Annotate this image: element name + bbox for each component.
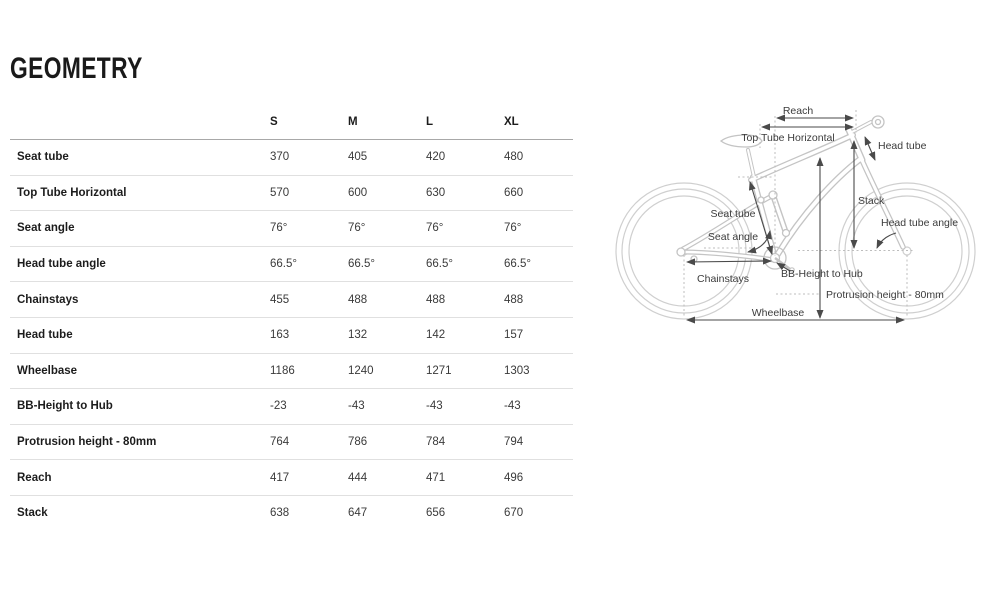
table-row xyxy=(10,246,573,282)
cell-value: 163 xyxy=(270,329,290,342)
cell-value: 630 xyxy=(426,186,446,199)
diagram-label-head-tube: Head tube xyxy=(878,140,927,152)
cell-value: 66.5° xyxy=(426,258,453,271)
cell-value: 660 xyxy=(504,186,524,199)
row-label: Reach xyxy=(17,471,52,484)
head-tube-arrow xyxy=(865,137,875,160)
cell-value: 76° xyxy=(504,222,522,235)
header-row xyxy=(10,104,573,140)
row-label: Head tube xyxy=(17,329,73,342)
cell-value: 647 xyxy=(348,507,368,520)
header-spacer xyxy=(10,104,262,140)
diagram-label-top-tube-horizontal: Top Tube Horizontal xyxy=(741,132,835,144)
cell-value: 488 xyxy=(348,293,368,306)
cell-value: 455 xyxy=(270,293,290,306)
diagram-label-head-tube-angle: Head tube angle xyxy=(881,217,959,229)
cell-value: 1303 xyxy=(504,364,530,377)
diagram-label-chainstays: Chainstays xyxy=(697,273,749,285)
table-row xyxy=(10,424,573,460)
row-label: BB-Height to Hub xyxy=(17,400,113,413)
row-label: Seat angle xyxy=(17,222,75,235)
cell-value: 600 xyxy=(348,186,368,199)
cell-value: 488 xyxy=(504,293,524,306)
table-row xyxy=(10,317,573,353)
cell-value: 66.5° xyxy=(348,258,375,271)
cell-value: 76° xyxy=(426,222,444,235)
column-header-s: S xyxy=(270,115,278,128)
cell-value: 157 xyxy=(504,329,524,342)
row-label: Seat tube xyxy=(17,151,69,164)
bike-geometry-diagram xyxy=(600,92,995,337)
table-row xyxy=(10,211,573,247)
table-row xyxy=(10,140,573,176)
cell-value: 405 xyxy=(348,151,368,164)
cell-value: 471 xyxy=(426,471,446,484)
diagram-label-seat-tube: Seat tube xyxy=(710,208,756,220)
cell-value: 656 xyxy=(426,507,446,520)
cell-value: 794 xyxy=(504,436,524,449)
row-label: Wheelbase xyxy=(17,364,78,377)
cell-value: -23 xyxy=(270,400,287,413)
bike-diagram-svg xyxy=(600,92,995,337)
row-label: Chainstays xyxy=(17,293,79,306)
table-row xyxy=(10,175,573,211)
handlebar-grip-icon xyxy=(872,116,884,128)
page-title: GEOMETRY xyxy=(10,52,143,85)
cell-value: 1271 xyxy=(426,364,452,377)
geometry-table-header xyxy=(10,104,573,140)
table-row xyxy=(10,282,573,318)
table-row xyxy=(10,389,573,425)
diagram-label-stack: Stack xyxy=(858,195,885,207)
table-row xyxy=(10,460,573,496)
geometry-table xyxy=(10,104,573,531)
diagram-label-seat-angle: Seat angle xyxy=(707,231,759,243)
column-header-xl: XL xyxy=(504,115,519,128)
row-label: Head tube angle xyxy=(17,258,106,271)
cell-value: 142 xyxy=(426,329,446,342)
cell-value: 786 xyxy=(348,436,368,449)
cell-value: 66.5° xyxy=(270,258,297,271)
cell-value: -43 xyxy=(348,400,365,413)
cell-value: -43 xyxy=(426,400,443,413)
cell-value: 480 xyxy=(504,151,524,164)
cell-value: 1186 xyxy=(270,364,295,377)
diagram-label-protrusion-height: Protrusion height - 80mm xyxy=(826,289,944,301)
head-tube-angle-arc xyxy=(877,233,896,248)
diagram-label-wheelbase: Wheelbase xyxy=(751,307,805,319)
diagram-label-reach: Reach xyxy=(782,105,814,117)
cell-value: 764 xyxy=(270,436,290,449)
column-header-m: M xyxy=(348,115,358,128)
cell-value: -43 xyxy=(504,400,521,413)
cell-value: 496 xyxy=(504,471,524,484)
row-label: Top Tube Horizontal xyxy=(17,186,127,199)
column-header-l: L xyxy=(426,115,434,128)
cell-value: 444 xyxy=(348,471,368,484)
cell-value: 76° xyxy=(348,222,366,235)
cell-value: 1240 xyxy=(348,364,374,377)
cell-value: 76° xyxy=(270,222,288,235)
cell-value: 132 xyxy=(348,329,368,342)
table-row xyxy=(10,495,573,531)
table-row xyxy=(10,353,573,389)
cell-value: 784 xyxy=(426,436,446,449)
cell-value: 638 xyxy=(270,507,290,520)
row-label: Protrusion height - 80mm xyxy=(17,436,157,449)
cell-value: 670 xyxy=(504,507,524,520)
chainstays-arrow xyxy=(687,261,771,262)
cell-value: 370 xyxy=(270,151,290,164)
cell-value: 570 xyxy=(270,186,290,199)
cell-value: 66.5° xyxy=(504,258,531,271)
diagram-label-bb-height-to-hub: BB-Height to Hub xyxy=(781,268,863,280)
cell-value: 488 xyxy=(426,293,446,306)
cell-value: 417 xyxy=(270,471,290,484)
cell-value: 420 xyxy=(426,151,446,164)
row-label: Stack xyxy=(17,507,48,520)
geometry-table-body xyxy=(10,140,573,532)
